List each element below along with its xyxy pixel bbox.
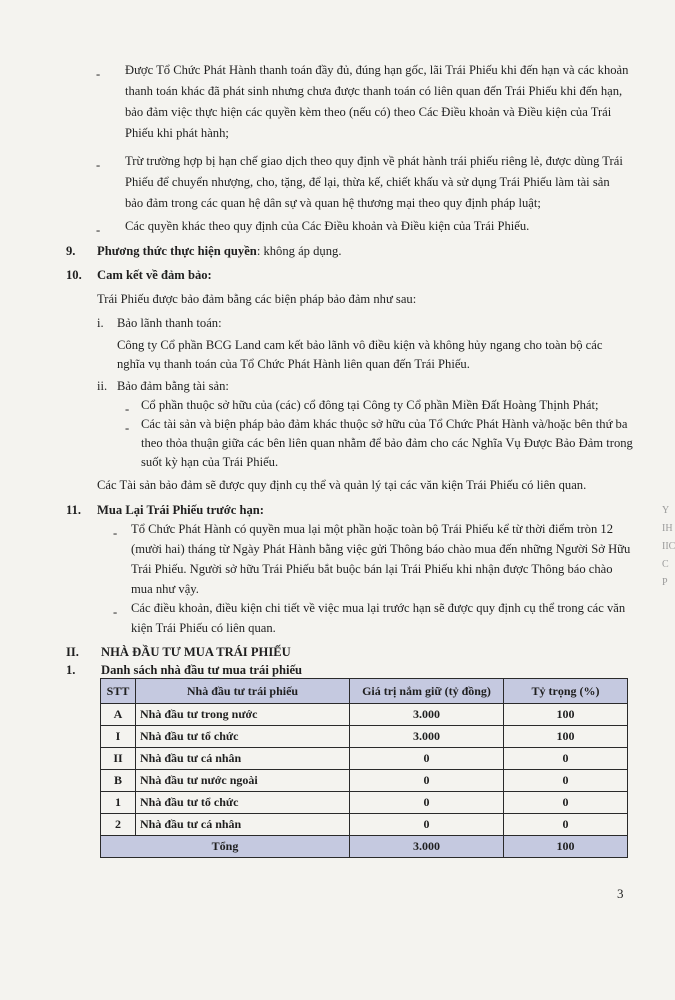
- header-value: Giá trị nắm giữ (tỷ đồng): [350, 679, 504, 704]
- item-i-text-2: nghĩa vụ thanh toán của Tổ Chức Phát Hành liên quan đến Trái Phiếu.: [117, 357, 470, 371]
- row-investor: Nhà đầu tư tổ chức: [136, 792, 350, 814]
- row-value: 3.000: [350, 726, 504, 748]
- row-investor: Nhà đầu tư trong nước: [136, 704, 350, 726]
- header-ratio: Tỷ trọng (%): [504, 679, 628, 704]
- row-value: 0: [350, 814, 504, 836]
- s11-b1-line-2: (mười hai) tháng từ Ngày Phát Hành bằng việc gửi Thông báo chào mua đến những Người Sở Hữu: [131, 542, 631, 556]
- header-investor: Nhà đầu tư trái phiếu: [136, 679, 350, 704]
- table-row: [101, 726, 628, 748]
- rights-b2-line-1: Trừ trường hợp bị hạn chế giao dịch theo quy định về phát hành trái phiếu riêng lẻ, được dùng Trái: [125, 154, 623, 168]
- rights-b1-line-3: bảo đảm việc thực hiện các quyền kèm theo (nếu có) theo Các Điều khoản và Điều kiện của Trái: [125, 105, 612, 119]
- row-investor: Nhà đầu tư tổ chức: [136, 726, 350, 748]
- section-II-title: NHÀ ĐẦU TƯ MUA TRÁI PHIẾU: [101, 645, 291, 659]
- item-i-label: i.: [97, 316, 104, 330]
- row-stt: I: [101, 726, 136, 748]
- row-ratio: 100: [504, 726, 628, 748]
- section-10-title: Cam kết về đảm bảo:: [97, 268, 212, 282]
- rights-b1-line-2: thanh toán khác đã phát sinh nhưng chưa được thanh toán có liên quan đến Trái Phiếu khi đến hạn,: [125, 84, 623, 98]
- edge-mark: IH: [662, 523, 673, 534]
- row-ratio: 0: [504, 792, 628, 814]
- section-1-title: Danh sách nhà đầu tư mua trái phiếu: [101, 663, 303, 677]
- row-stt: 1: [101, 792, 136, 814]
- row-value: 0: [350, 792, 504, 814]
- row-stt: A: [101, 704, 136, 726]
- rights-b3: Các quyền khác theo quy định của Các Điều khoản và Điều kiện của Trái Phiếu.: [125, 219, 530, 233]
- s11-b1-line-4: mua như vậy.: [131, 582, 199, 596]
- section-9-text: : không áp dụng.: [256, 244, 342, 258]
- row-investor: Nhà đầu tư cá nhân: [136, 748, 350, 770]
- row-stt: 2: [101, 814, 136, 836]
- table-row: [101, 770, 628, 792]
- page-number: 3: [617, 886, 624, 901]
- section-9-number: 9.: [66, 244, 76, 258]
- total-label: Tổng: [101, 836, 350, 858]
- header-stt: STT: [101, 679, 136, 704]
- table-row: [101, 748, 628, 770]
- table-header-row: [101, 679, 628, 704]
- section-11-number: 11.: [66, 503, 82, 517]
- row-value: 0: [350, 770, 504, 792]
- rights-b1-line-1: Được Tổ Chức Phát Hành thanh toán đầy đủ, đúng hạn gốc, lãi Trái Phiếu khi đến hạn và các khoản: [125, 63, 629, 77]
- row-ratio: 0: [504, 814, 628, 836]
- investor-table: [100, 678, 628, 858]
- rights-b2-line-2: Phiếu để chuyển nhượng, cho, tặng, để lại, thừa kế, chiết khấu và sử dụng Trái Phiếu làm tài sản: [125, 175, 610, 189]
- edge-mark: C: [662, 559, 669, 570]
- item-ii-label: ii.: [97, 379, 108, 393]
- table-total-row: [101, 836, 628, 858]
- edge-mark: IIC: [662, 541, 675, 552]
- table-row: [101, 814, 628, 836]
- row-ratio: 0: [504, 770, 628, 792]
- investor-table-grid: [100, 678, 628, 858]
- bullet-dash: -: [96, 67, 101, 81]
- row-stt: II: [101, 748, 136, 770]
- bullet-dash: -: [125, 421, 130, 435]
- item-ii-b2-line-2: theo thỏa thuận giữa các bên liên quan nhằm để bảo đảm cho các Nghĩa Vụ Được Bảo Đảm trong: [141, 436, 633, 450]
- bullet-dash: -: [96, 223, 101, 237]
- row-value: 0: [350, 748, 504, 770]
- table-row: [101, 792, 628, 814]
- section-9-title: Phương thức thực hiện quyền: [97, 244, 257, 258]
- s11-b1-line-3: Trái Phiếu. Người sở hữu Trái Phiếu bắt buộc bán lại Trái Phiếu khi nhận được Thông báo chào: [131, 562, 613, 576]
- bullet-dash: -: [113, 526, 118, 540]
- row-value: 3.000: [350, 704, 504, 726]
- item-ii-b2-line-3: suốt kỳ hạn của Trái Phiếu.: [141, 455, 279, 469]
- total-value: 3.000: [350, 836, 504, 858]
- item-i-title: Bảo lãnh thanh toán:: [117, 316, 222, 330]
- row-investor: Nhà đầu tư cá nhân: [136, 814, 350, 836]
- row-investor: Nhà đầu tư nước ngoài: [136, 770, 350, 792]
- edge-mark: Y: [662, 505, 670, 516]
- edge-mark: P: [662, 577, 668, 588]
- bullet-dash: -: [125, 402, 130, 416]
- bullet-dash: -: [96, 158, 101, 172]
- section-11-title: Mua Lại Trái Phiếu trước hạn:: [97, 503, 264, 517]
- rights-b1-line-4: Phiếu khi phát hành;: [125, 126, 229, 140]
- s11-b1-line-1: Tổ Chức Phát Hành có quyền mua lại một phần hoặc toàn bộ Trái Phiếu kể từ thời điểm tròn 12: [131, 522, 614, 536]
- item-ii-title: Bảo đảm bằng tài sản:: [117, 379, 229, 393]
- section-10-number: 10.: [66, 268, 82, 282]
- row-ratio: 0: [504, 748, 628, 770]
- item-ii-b2-line-1: Các tài sản và biện pháp bảo đảm khác thuộc sở hữu của Tổ Chức Phát Hành và/hoặc bên thứ ba: [141, 417, 628, 431]
- item-ii-b1: Cổ phần thuộc sở hữu của (các) cổ đông tại Công ty Cổ phần Miền Đất Hoàng Thịnh Phát;: [141, 398, 599, 412]
- section-9-heading: [97, 243, 341, 259]
- s11-b2-line-1: Các điều khoản, điều kiện chi tiết về việc mua lại trước hạn sẽ được quy định cụ thể trong các văn: [131, 601, 626, 615]
- section-10-intro: Trái Phiếu được bảo đảm bằng các biện pháp bảo đảm như sau:: [97, 292, 417, 306]
- rights-b2-line-3: bảo đảm trong các quan hệ dân sự và quan hệ thương mại theo quy định pháp luật;: [125, 196, 541, 210]
- row-ratio: 100: [504, 704, 628, 726]
- row-stt: B: [101, 770, 136, 792]
- item-i-text-1: Công ty Cổ phần BCG Land cam kết bảo lãnh vô điều kiện và không hủy ngang cho toàn bộ các: [117, 338, 603, 352]
- table-row: [101, 704, 628, 726]
- section-II-number: II.: [66, 645, 79, 659]
- section-1-number: 1.: [66, 663, 76, 677]
- section-10-closing: Các Tài sản bảo đảm sẽ được quy định cụ thể và quản lý tại các văn kiện Trái Phiếu có liên quan.: [97, 478, 587, 492]
- bullet-dash: -: [113, 605, 118, 619]
- s11-b2-line-2: kiện Trái Phiếu có liên quan.: [131, 621, 276, 635]
- total-ratio: 100: [504, 836, 628, 858]
